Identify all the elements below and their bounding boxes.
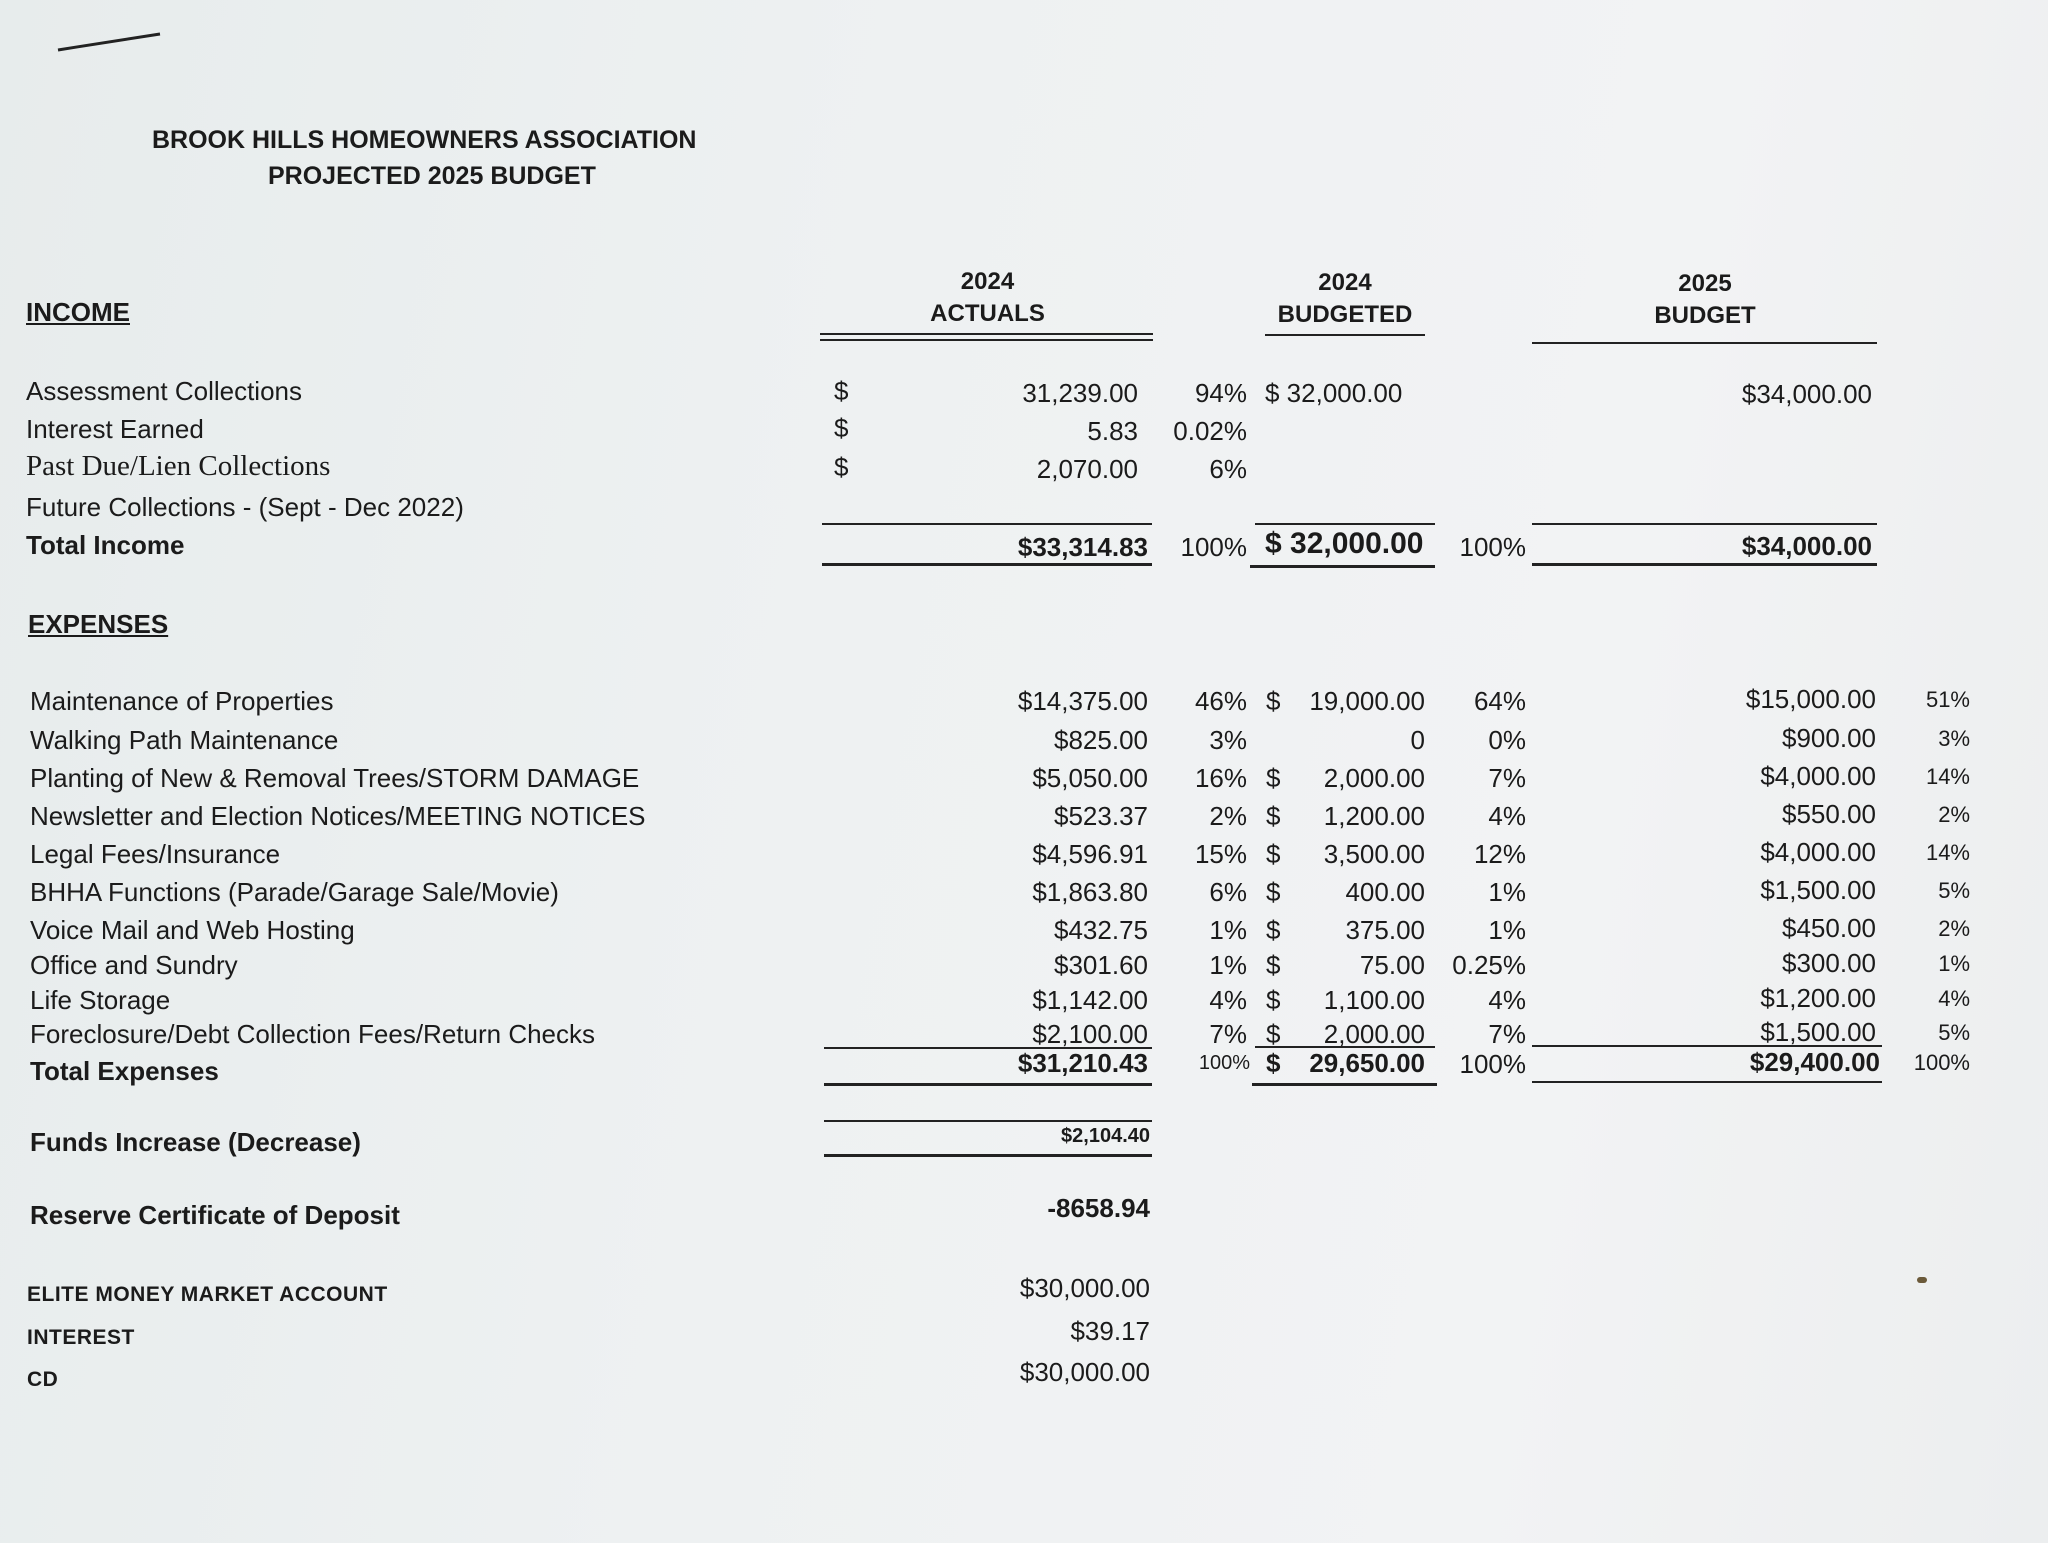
income-actual: 31,239.00 bbox=[1022, 378, 1138, 408]
expense-actual-pct: 6% bbox=[1209, 877, 1247, 907]
expense-budgeted: 19,000.00 bbox=[1309, 686, 1425, 716]
expense-budgeted-pct: 4% bbox=[1488, 985, 1526, 1015]
total-income-label: Total Income bbox=[26, 530, 185, 560]
expense-budget2025-pct: 5% bbox=[1938, 1020, 1970, 1045]
account-value: $30,000.00 bbox=[1019, 1357, 1150, 1387]
currency-sign: $ bbox=[834, 413, 849, 443]
expense-budgeted: 1,100.00 bbox=[1323, 985, 1425, 1015]
income-row-label: Assessment Collections bbox=[26, 376, 302, 406]
expense-budgeted: 0 bbox=[1410, 725, 1425, 755]
expense-actual: $1,142.00 bbox=[1032, 985, 1148, 1015]
currency-sign: $ bbox=[1266, 839, 1281, 869]
expense-budgeted-pct: 12% bbox=[1473, 839, 1526, 869]
account-value: $30,000.00 bbox=[1019, 1273, 1150, 1303]
expense-row-label: BHHA Functions (Parade/Garage Sale/Movie) bbox=[30, 877, 559, 907]
expense-budget2025-pct: 2% bbox=[1938, 916, 1970, 941]
account-label: ELITE MONEY MARKET ACCOUNT bbox=[27, 1283, 388, 1306]
total-income-budgeted-pct: 100% bbox=[1459, 532, 1526, 562]
expense-actual-pct: 7% bbox=[1209, 1019, 1247, 1049]
income-row-label: Interest Earned bbox=[26, 414, 204, 444]
expense-budget2025: $450.00 bbox=[1782, 913, 1876, 943]
expense-budget2025: $550.00 bbox=[1782, 799, 1876, 829]
currency-sign: $ bbox=[1266, 1048, 1281, 1078]
funds-value: $2,104.40 bbox=[1061, 1125, 1150, 1147]
expense-actual: $2,100.00 bbox=[1032, 1019, 1148, 1049]
expense-actual-pct: 15% bbox=[1194, 839, 1247, 869]
expense-actual-pct: 4% bbox=[1209, 985, 1247, 1015]
expense-budget2025-pct: 1% bbox=[1938, 951, 1970, 976]
income-actual-pct: 6% bbox=[1209, 454, 1247, 484]
currency-sign: $ bbox=[1266, 1019, 1281, 1049]
expense-budget2025-pct: 5% bbox=[1938, 878, 1970, 903]
currency-sign: $ bbox=[1266, 985, 1281, 1015]
expense-budget2025-pct: 14% bbox=[1925, 764, 1970, 789]
expense-row-label: Newsletter and Election Notices/MEETING NOTICES bbox=[30, 801, 646, 831]
expense-budget2025: $4,000.00 bbox=[1760, 761, 1876, 791]
expense-row-label: Legal Fees/Insurance bbox=[30, 839, 281, 869]
account-value: $39.17 bbox=[1070, 1316, 1150, 1346]
expense-row-label: Maintenance of Properties bbox=[30, 686, 334, 716]
expense-row-label: Walking Path Maintenance bbox=[30, 725, 339, 755]
expense-budgeted: 1,200.00 bbox=[1323, 801, 1425, 831]
reserve-value: -8658.94 bbox=[1047, 1193, 1150, 1223]
total-income-actual-pct: 100% bbox=[1180, 532, 1247, 562]
expense-actual: $14,375.00 bbox=[1017, 686, 1148, 716]
income-budget2025: $34,000.00 bbox=[1741, 379, 1872, 409]
expense-budgeted: 375.00 bbox=[1345, 915, 1425, 945]
total-income-rule bbox=[822, 563, 1152, 566]
total-expenses-label: Total Expenses bbox=[30, 1056, 219, 1086]
expense-actual-pct: 16% bbox=[1194, 763, 1247, 793]
expense-budget2025: $1,500.00 bbox=[1760, 875, 1876, 905]
income-row-label: Past Due/Lien Collections bbox=[26, 450, 331, 482]
currency-sign: $ bbox=[1266, 915, 1281, 945]
currency-sign: $ bbox=[834, 376, 849, 406]
expense-budget2025: $15,000.00 bbox=[1745, 684, 1876, 714]
expense-budgeted-pct: 4% bbox=[1488, 801, 1526, 831]
expense-budgeted: 75.00 bbox=[1359, 950, 1425, 980]
col-budget-header: 2025 BUDGET bbox=[1654, 270, 1756, 329]
expense-row-label: Planting of New & Removal Trees/STORM DAMAGE bbox=[30, 763, 640, 793]
pen-mark bbox=[55, 28, 165, 58]
expense-actual: $523.37 bbox=[1054, 801, 1148, 831]
funds-label: Funds Increase (Decrease) bbox=[30, 1127, 361, 1157]
expense-actual: $1,863.80 bbox=[1032, 877, 1148, 907]
income-actual-pct: 94% bbox=[1194, 378, 1247, 408]
total-income-actual: $33,314.83 bbox=[1017, 532, 1148, 562]
total-expenses-rule bbox=[824, 1083, 1152, 1086]
funds-top-rule bbox=[824, 1120, 1152, 1122]
expenses-heading: EXPENSES bbox=[28, 609, 169, 639]
expense-budgeted-pct: 1% bbox=[1488, 915, 1526, 945]
income-actual: 5.83 bbox=[1087, 416, 1138, 446]
total-income-budget2025: $34,000.00 bbox=[1741, 531, 1872, 561]
col-budgeted-header: 2024 BUDGETED bbox=[1277, 269, 1413, 328]
expense-budgeted: 2,000.00 bbox=[1323, 1019, 1425, 1049]
expense-budgeted: 2,000.00 bbox=[1323, 763, 1425, 793]
expense-budget2025-pct: 51% bbox=[1925, 687, 1970, 712]
expense-budget2025: $1,500.00 bbox=[1760, 1017, 1876, 1047]
total-income-rule bbox=[1532, 563, 1877, 566]
income-subtotal-rule bbox=[1255, 523, 1435, 525]
col-budgeted-rule bbox=[1265, 334, 1425, 336]
currency-sign: $ bbox=[1266, 801, 1281, 831]
expense-budgeted-pct: 0% bbox=[1488, 725, 1526, 755]
income-subtotal-rule bbox=[822, 523, 1152, 525]
expense-budgeted-pct: 0.25% bbox=[1452, 950, 1526, 980]
expense-actual-pct: 1% bbox=[1209, 950, 1247, 980]
expense-budgeted-pct: 7% bbox=[1488, 763, 1526, 793]
document-subtitle: PROJECTED 2025 BUDGET bbox=[268, 162, 596, 190]
expense-budget2025: $4,000.00 bbox=[1760, 837, 1876, 867]
expense-actual: $301.60 bbox=[1054, 950, 1148, 980]
currency-sign: $ bbox=[1266, 686, 1281, 716]
total-expenses-actual-pct: 100% bbox=[1198, 1052, 1250, 1074]
expense-row-label: Office and Sundry bbox=[30, 950, 238, 980]
total-expenses-rule bbox=[1252, 1083, 1437, 1086]
expense-row-label: Foreclosure/Debt Collection Fees/Return Checks bbox=[30, 1019, 596, 1049]
income-heading: INCOME bbox=[26, 297, 130, 327]
expense-actual-pct: 3% bbox=[1209, 725, 1247, 755]
expense-row-label: Life Storage bbox=[30, 985, 171, 1015]
expense-actual-pct: 1% bbox=[1209, 915, 1247, 945]
expense-row-label: Voice Mail and Web Hosting bbox=[30, 915, 355, 945]
expense-budgeted-pct: 64% bbox=[1473, 686, 1526, 716]
col-actuals-header: 2024 ACTUALS bbox=[930, 268, 1045, 327]
total-expenses-budget2025: $29,400.00 bbox=[1749, 1047, 1880, 1077]
col-actuals-rule-2 bbox=[820, 339, 1153, 341]
expense-budget2025: $300.00 bbox=[1782, 948, 1876, 978]
expense-budgeted: 3,500.00 bbox=[1323, 839, 1425, 869]
income-budgeted: $ 32,000.00 bbox=[1265, 378, 1403, 408]
expense-budget2025-pct: 2% bbox=[1938, 802, 1970, 827]
document-title: BROOK HILLS HOMEOWNERS ASSOCIATION bbox=[152, 126, 697, 154]
total-income-rule bbox=[1250, 565, 1435, 568]
income-actual: 2,070.00 bbox=[1036, 454, 1138, 484]
total-income-budgeted: $ 32,000.00 bbox=[1265, 527, 1424, 560]
total-expenses-actual: $31,210.43 bbox=[1017, 1048, 1148, 1078]
expense-actual: $5,050.00 bbox=[1032, 763, 1148, 793]
expense-actual: $825.00 bbox=[1054, 725, 1148, 755]
expense-actual-pct: 46% bbox=[1194, 686, 1247, 716]
currency-sign: $ bbox=[1266, 763, 1281, 793]
total-expenses-rule bbox=[1532, 1081, 1882, 1083]
col-budget-rule bbox=[1532, 342, 1877, 344]
expense-budget2025-pct: 4% bbox=[1938, 986, 1970, 1011]
total-expenses-budgeted-pct: 100% bbox=[1459, 1049, 1526, 1079]
expense-actual: $4,596.91 bbox=[1032, 839, 1148, 869]
account-label: CD bbox=[27, 1368, 59, 1391]
expense-actual: $432.75 bbox=[1054, 915, 1148, 945]
expense-budgeted-pct: 7% bbox=[1488, 1019, 1526, 1049]
expense-budgeted: 400.00 bbox=[1345, 877, 1425, 907]
expense-actual-pct: 2% bbox=[1209, 801, 1247, 831]
account-label: INTEREST bbox=[27, 1326, 135, 1349]
total-expenses-budgeted: 29,650.00 bbox=[1309, 1048, 1425, 1078]
expense-budget2025-pct: 3% bbox=[1938, 726, 1970, 751]
reserve-label: Reserve Certificate of Deposit bbox=[30, 1200, 400, 1230]
income-actual-pct: 0.02% bbox=[1173, 416, 1247, 446]
income-subtotal-rule bbox=[1532, 523, 1877, 525]
expense-budgeted-pct: 1% bbox=[1488, 877, 1526, 907]
currency-sign: $ bbox=[834, 452, 849, 482]
pen-dot bbox=[1917, 1277, 1927, 1283]
col-actuals-rule bbox=[820, 333, 1153, 335]
expense-budget2025-pct: 14% bbox=[1925, 840, 1970, 865]
currency-sign: $ bbox=[1266, 877, 1281, 907]
income-row-label: Future Collections - (Sept - Dec 2022) bbox=[26, 492, 464, 522]
total-expenses-budget2025-pct: 100% bbox=[1913, 1050, 1970, 1075]
funds-bottom-rule bbox=[824, 1154, 1152, 1157]
currency-sign: $ bbox=[1266, 950, 1281, 980]
expense-budget2025: $900.00 bbox=[1782, 723, 1876, 753]
expense-budget2025: $1,200.00 bbox=[1760, 983, 1876, 1013]
